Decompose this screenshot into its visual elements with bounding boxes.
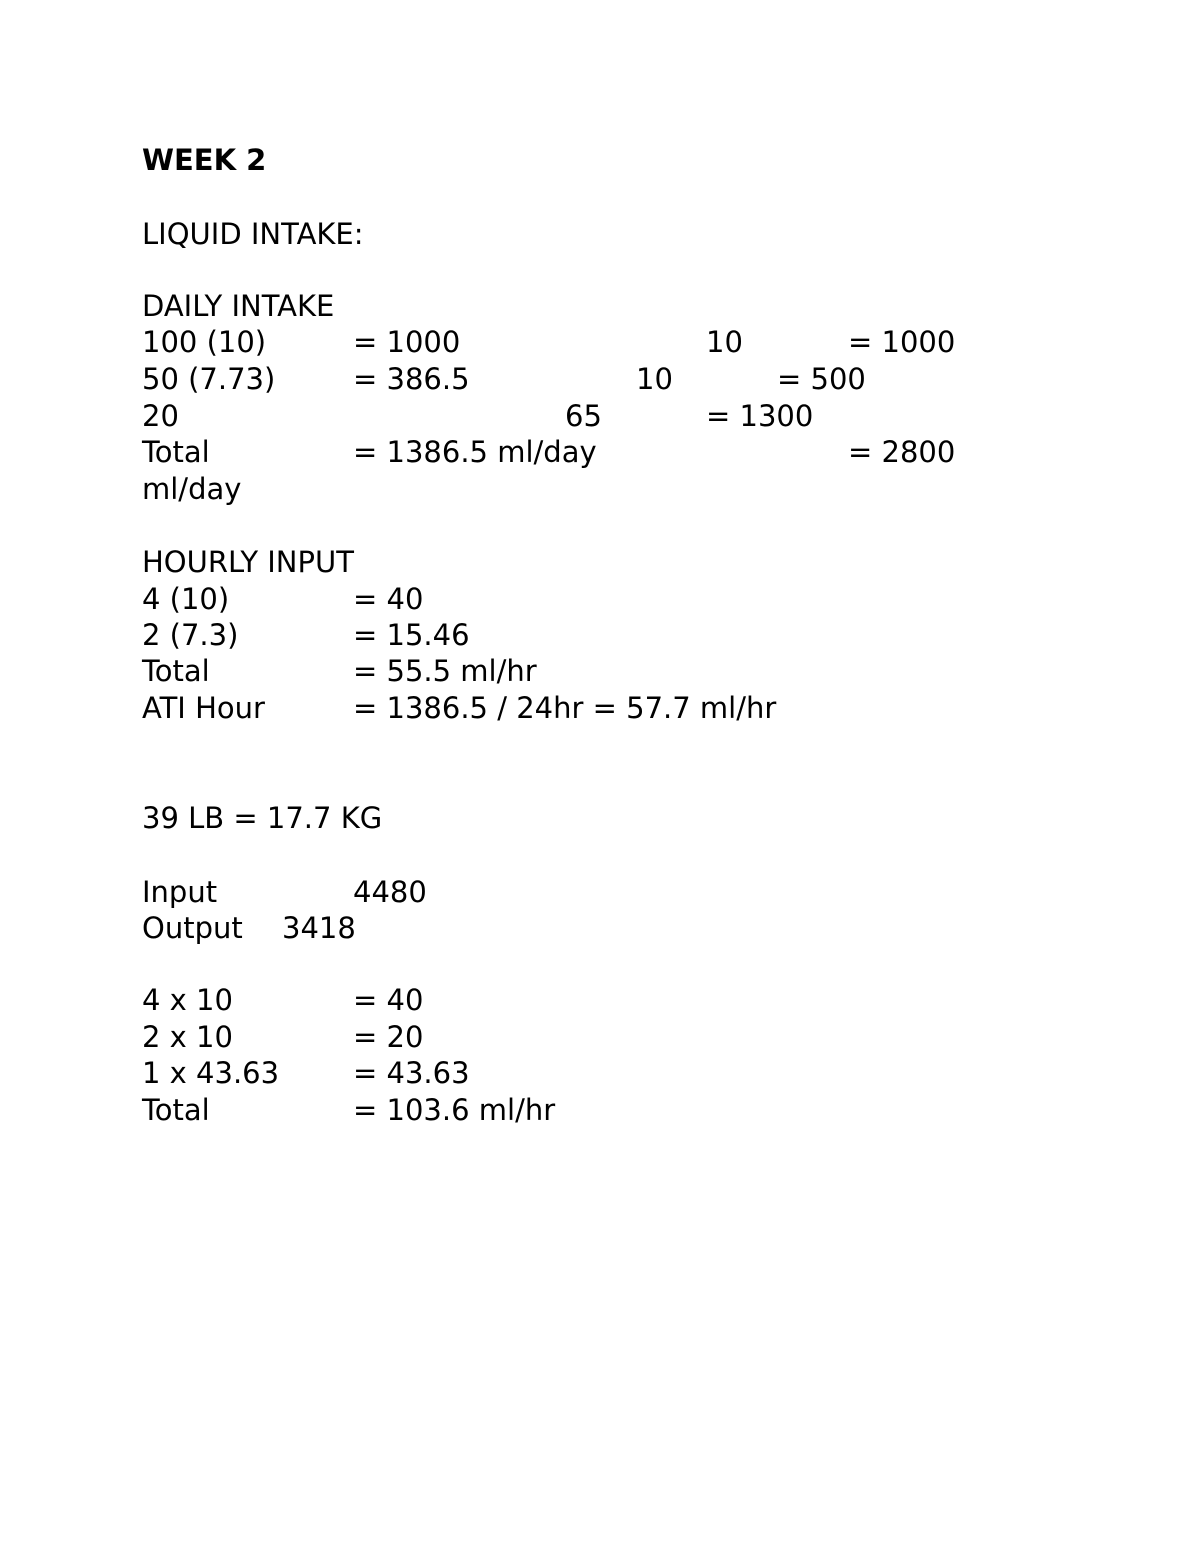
hourly-total-value: = 55.5 ml/hr [353, 654, 537, 688]
input-label: Input [142, 875, 218, 909]
weight-conversion: 39 LB = 17.7 KG [142, 801, 383, 835]
hourly-row-value: = 40 [353, 582, 424, 616]
daily-total-result: = 2800 [848, 435, 956, 469]
daily-row-value: = 386.5 [353, 362, 470, 396]
daily-row-label: 50 (7.73) [142, 362, 276, 396]
output-value: 3418 [282, 911, 356, 945]
daily-row-result: = 1000 [848, 325, 956, 359]
daily-row-result: = 1300 [706, 399, 814, 433]
daily-row-qty: 10 [706, 325, 743, 359]
ati-hour-label: ATI Hour [142, 691, 265, 725]
daily-row-value: = 1000 [353, 325, 461, 359]
input-value: 4480 [353, 875, 427, 909]
hourly-total-label: Total [142, 654, 210, 688]
daily-total-unit: ml/day [142, 472, 242, 506]
calc-total-value: = 103.6 ml/hr [353, 1093, 556, 1127]
document-title: WEEK 2 [142, 143, 267, 177]
calc-total-label: Total [142, 1093, 210, 1127]
calc-row-value: = 20 [353, 1020, 424, 1054]
hourly-row-value: = 15.46 [353, 618, 470, 652]
daily-row-label: 20 [142, 399, 179, 433]
calc-row-label: 4 x 10 [142, 983, 233, 1017]
hourly-row-label: 4 (10) [142, 582, 230, 616]
calc-row-label: 2 x 10 [142, 1020, 233, 1054]
ati-hour-value: = 1386.5 / 24hr = 57.7 ml/hr [353, 691, 777, 725]
daily-total-label: Total [142, 435, 210, 469]
calc-row-label: 1 x 43.63 [142, 1056, 280, 1090]
daily-row-result: = 500 [777, 362, 866, 396]
hourly-input-heading: HOURLY INPUT [142, 545, 354, 579]
calc-row-value: = 40 [353, 983, 424, 1017]
daily-row-label: 100 (10) [142, 325, 267, 359]
daily-total-value: = 1386.5 ml/day [353, 435, 597, 469]
daily-row-qty: 65 [565, 399, 602, 433]
hourly-row-label: 2 (7.3) [142, 618, 239, 652]
liquid-intake-heading: LIQUID INTAKE: [142, 217, 364, 251]
daily-intake-heading: DAILY INTAKE [142, 289, 335, 323]
output-label: Output [142, 911, 243, 945]
daily-row-qty: 10 [636, 362, 673, 396]
calc-row-value: = 43.63 [353, 1056, 470, 1090]
